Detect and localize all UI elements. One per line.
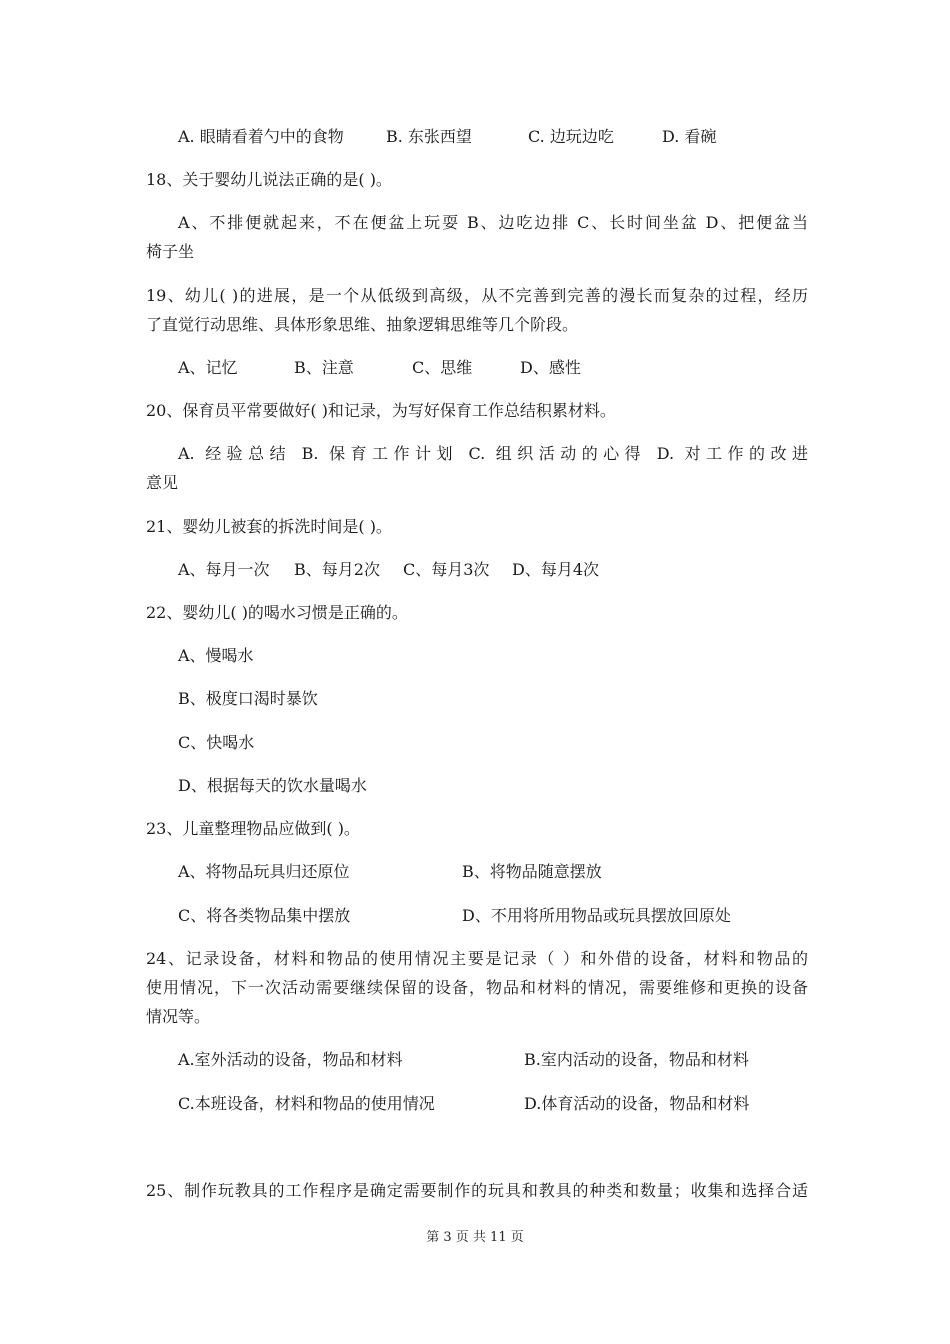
q23-option-b: B、将物品随意摆放 [462, 862, 602, 881]
q19-option-a: A、记忆 [178, 358, 238, 377]
q18-stem: 18、关于婴幼儿说法正确的是( )。 [146, 170, 392, 189]
q20-options-line2: 意见 [146, 473, 179, 492]
q23-option-a: A、将物品玩具归还原位 [178, 862, 350, 881]
q24-option-a: A.室外活动的设备，物品和材料 [178, 1050, 403, 1069]
q18-options-line2: 椅子坐 [146, 242, 195, 261]
q21-stem: 21、婴幼儿被套的拆洗时间是( )。 [146, 517, 392, 536]
q17-option-a: A. 眼睛看着勺中的食物 [178, 127, 344, 146]
q24-stem-line3: 情况等。 [146, 1007, 211, 1026]
q19-stem-line2: 了直觉行动思维、具体形象思维、抽象逻辑思维等几个阶段。 [146, 315, 579, 334]
q18-options-line1: A、不排便就起来，不在便盆上玩耍 B、边吃边排 C、长时间坐盆 D、把便盆当 [178, 213, 808, 232]
q24-option-c: C.本班设备，材料和物品的使用情况 [178, 1094, 435, 1113]
page-footer: 第 3 页 共 11 页 [426, 1230, 524, 1245]
q17-option-b: B. 东张西望 [386, 127, 472, 146]
q21-option-a: A、每月一次 [178, 560, 270, 579]
q20-options-line1: A. 经验总结 B. 保育工作计划 C. 组织活动的心得 D. 对工作的改进 [178, 444, 808, 463]
q24-option-d: D.体育活动的设备，物品和材料 [524, 1094, 750, 1113]
q23-option-d: D、不用将所用物品或玩具摆放回原处 [462, 906, 731, 925]
q24-stem-line1: 24、记录设备，材料和物品的使用情况主要是记录（ ）和外借的设备，材料和物品的 [146, 949, 808, 968]
q21-option-d: D、每月4次 [512, 560, 600, 579]
q19-option-d: D、感性 [520, 358, 581, 377]
q24-option-b: B.室内活动的设备，物品和材料 [524, 1050, 749, 1069]
q19-option-c: C、思维 [412, 358, 473, 377]
q23-stem: 23、儿童整理物品应做到( )。 [146, 819, 360, 838]
q21-option-b: B、每月2次 [294, 560, 380, 579]
q19-option-b: B、注意 [294, 358, 354, 377]
q22-stem: 22、婴幼儿( )的喝水习惯是正确的。 [146, 603, 408, 622]
q25-stem-line1: 25、制作玩教具的工作程序是确定需要制作的玩具和教具的种类和数量；收集和选择合适 [146, 1181, 808, 1200]
q22-option-a: A、慢喝水 [178, 646, 254, 665]
q20-stem: 20、保育员平常要做好( )和记录，为写好保育工作总结积累材料。 [146, 401, 616, 420]
q24-stem-line2: 使用情况，下一次活动需要继续保留的设备，物品和材料的情况，需要维修和更换的设备 [146, 978, 808, 997]
q22-option-c: C、快喝水 [178, 733, 255, 752]
q22-option-b: B、极度口渴时暴饮 [178, 689, 318, 708]
q19-stem-line1: 19、幼儿( )的进展，是一个从低级到高级，从不完善到完善的漫长而复杂的过程，经历 [146, 286, 808, 305]
q23-option-c: C、将各类物品集中摆放 [178, 906, 351, 925]
q21-option-c: C、每月3次 [403, 560, 490, 579]
q17-option-c: C. 边玩边吃 [528, 127, 614, 146]
q22-option-d: D、根据每天的饮水量喝水 [178, 776, 367, 795]
q17-option-d: D. 看碗 [662, 127, 717, 146]
